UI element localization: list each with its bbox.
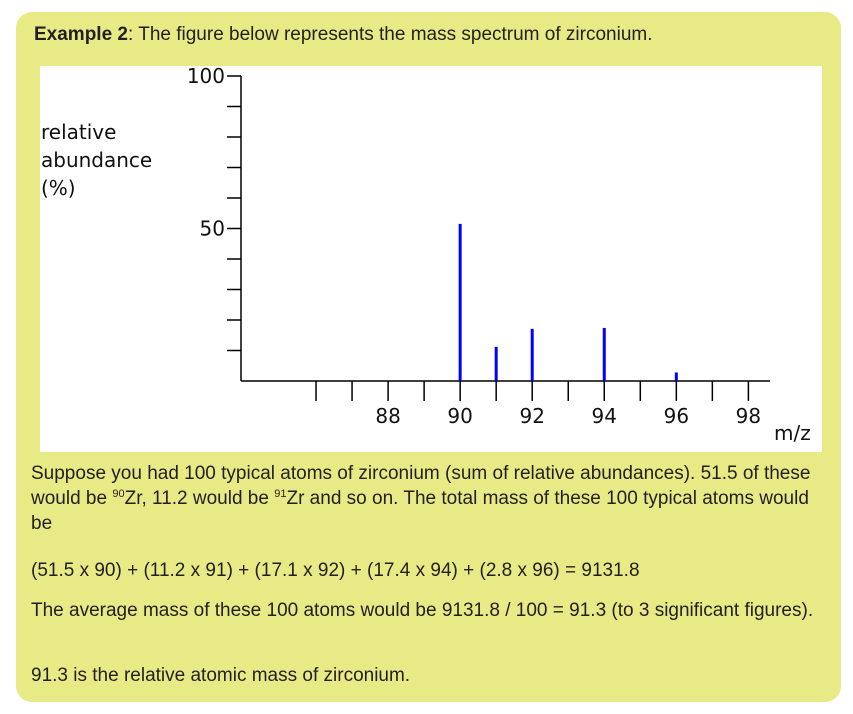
example-intro: : The figure below represents the mass spectrum of zirconium. (128, 24, 653, 45)
paragraph-total-mass-equation: (51.5 x 90) + (11.2 x 91) + (17.1 x 92) + (17.4 x 94) + (2.8 x 96) = 9131.8 (31, 560, 640, 581)
y-tick-label: 50 (199, 216, 225, 241)
paragraph-conclusion: 91.3 is the relative atomic mass of zirconium. (31, 665, 411, 686)
x-tick-label: 88 (375, 404, 401, 428)
p1-part-b: Zr, 11.2 would be (124, 488, 275, 509)
paragraph-average-mass: The average mass of these 100 atoms would be 9131.8 / 100 = 91.3 (to 3 significant figures). (31, 600, 814, 621)
y-axis-label-line-2: abundance (41, 148, 153, 172)
isotope-91-superscript: 91 (274, 488, 287, 500)
paragraph-typical-atoms (31, 461, 831, 536)
isotope-90-superscript: 90 (112, 488, 125, 500)
y-axis-label-line-3: (%) (41, 176, 76, 200)
example-label: Example 2 (34, 24, 128, 45)
x-tick-label: 98 (735, 404, 762, 428)
x-tick-label: 92 (519, 404, 545, 428)
x-tick-label: 90 (447, 404, 473, 428)
p1-part-c: Zr and so on. The total mass of these 100 typical atoms would be (31, 488, 809, 534)
p1-part-a: Suppose you had 100 typical atoms of zirconium (sum of relative abundances). 51.5 of these would be (31, 463, 811, 509)
x-axis-label: m/z (774, 421, 811, 445)
y-tick-label: 100 (186, 66, 225, 88)
example-heading (34, 24, 653, 46)
mass-spectrum-chart (40, 66, 822, 452)
y-axis-label-line-1: relative (41, 120, 117, 144)
x-tick-label: 96 (663, 404, 690, 428)
x-tick-label: 94 (591, 404, 617, 428)
chart-svg (40, 66, 822, 452)
